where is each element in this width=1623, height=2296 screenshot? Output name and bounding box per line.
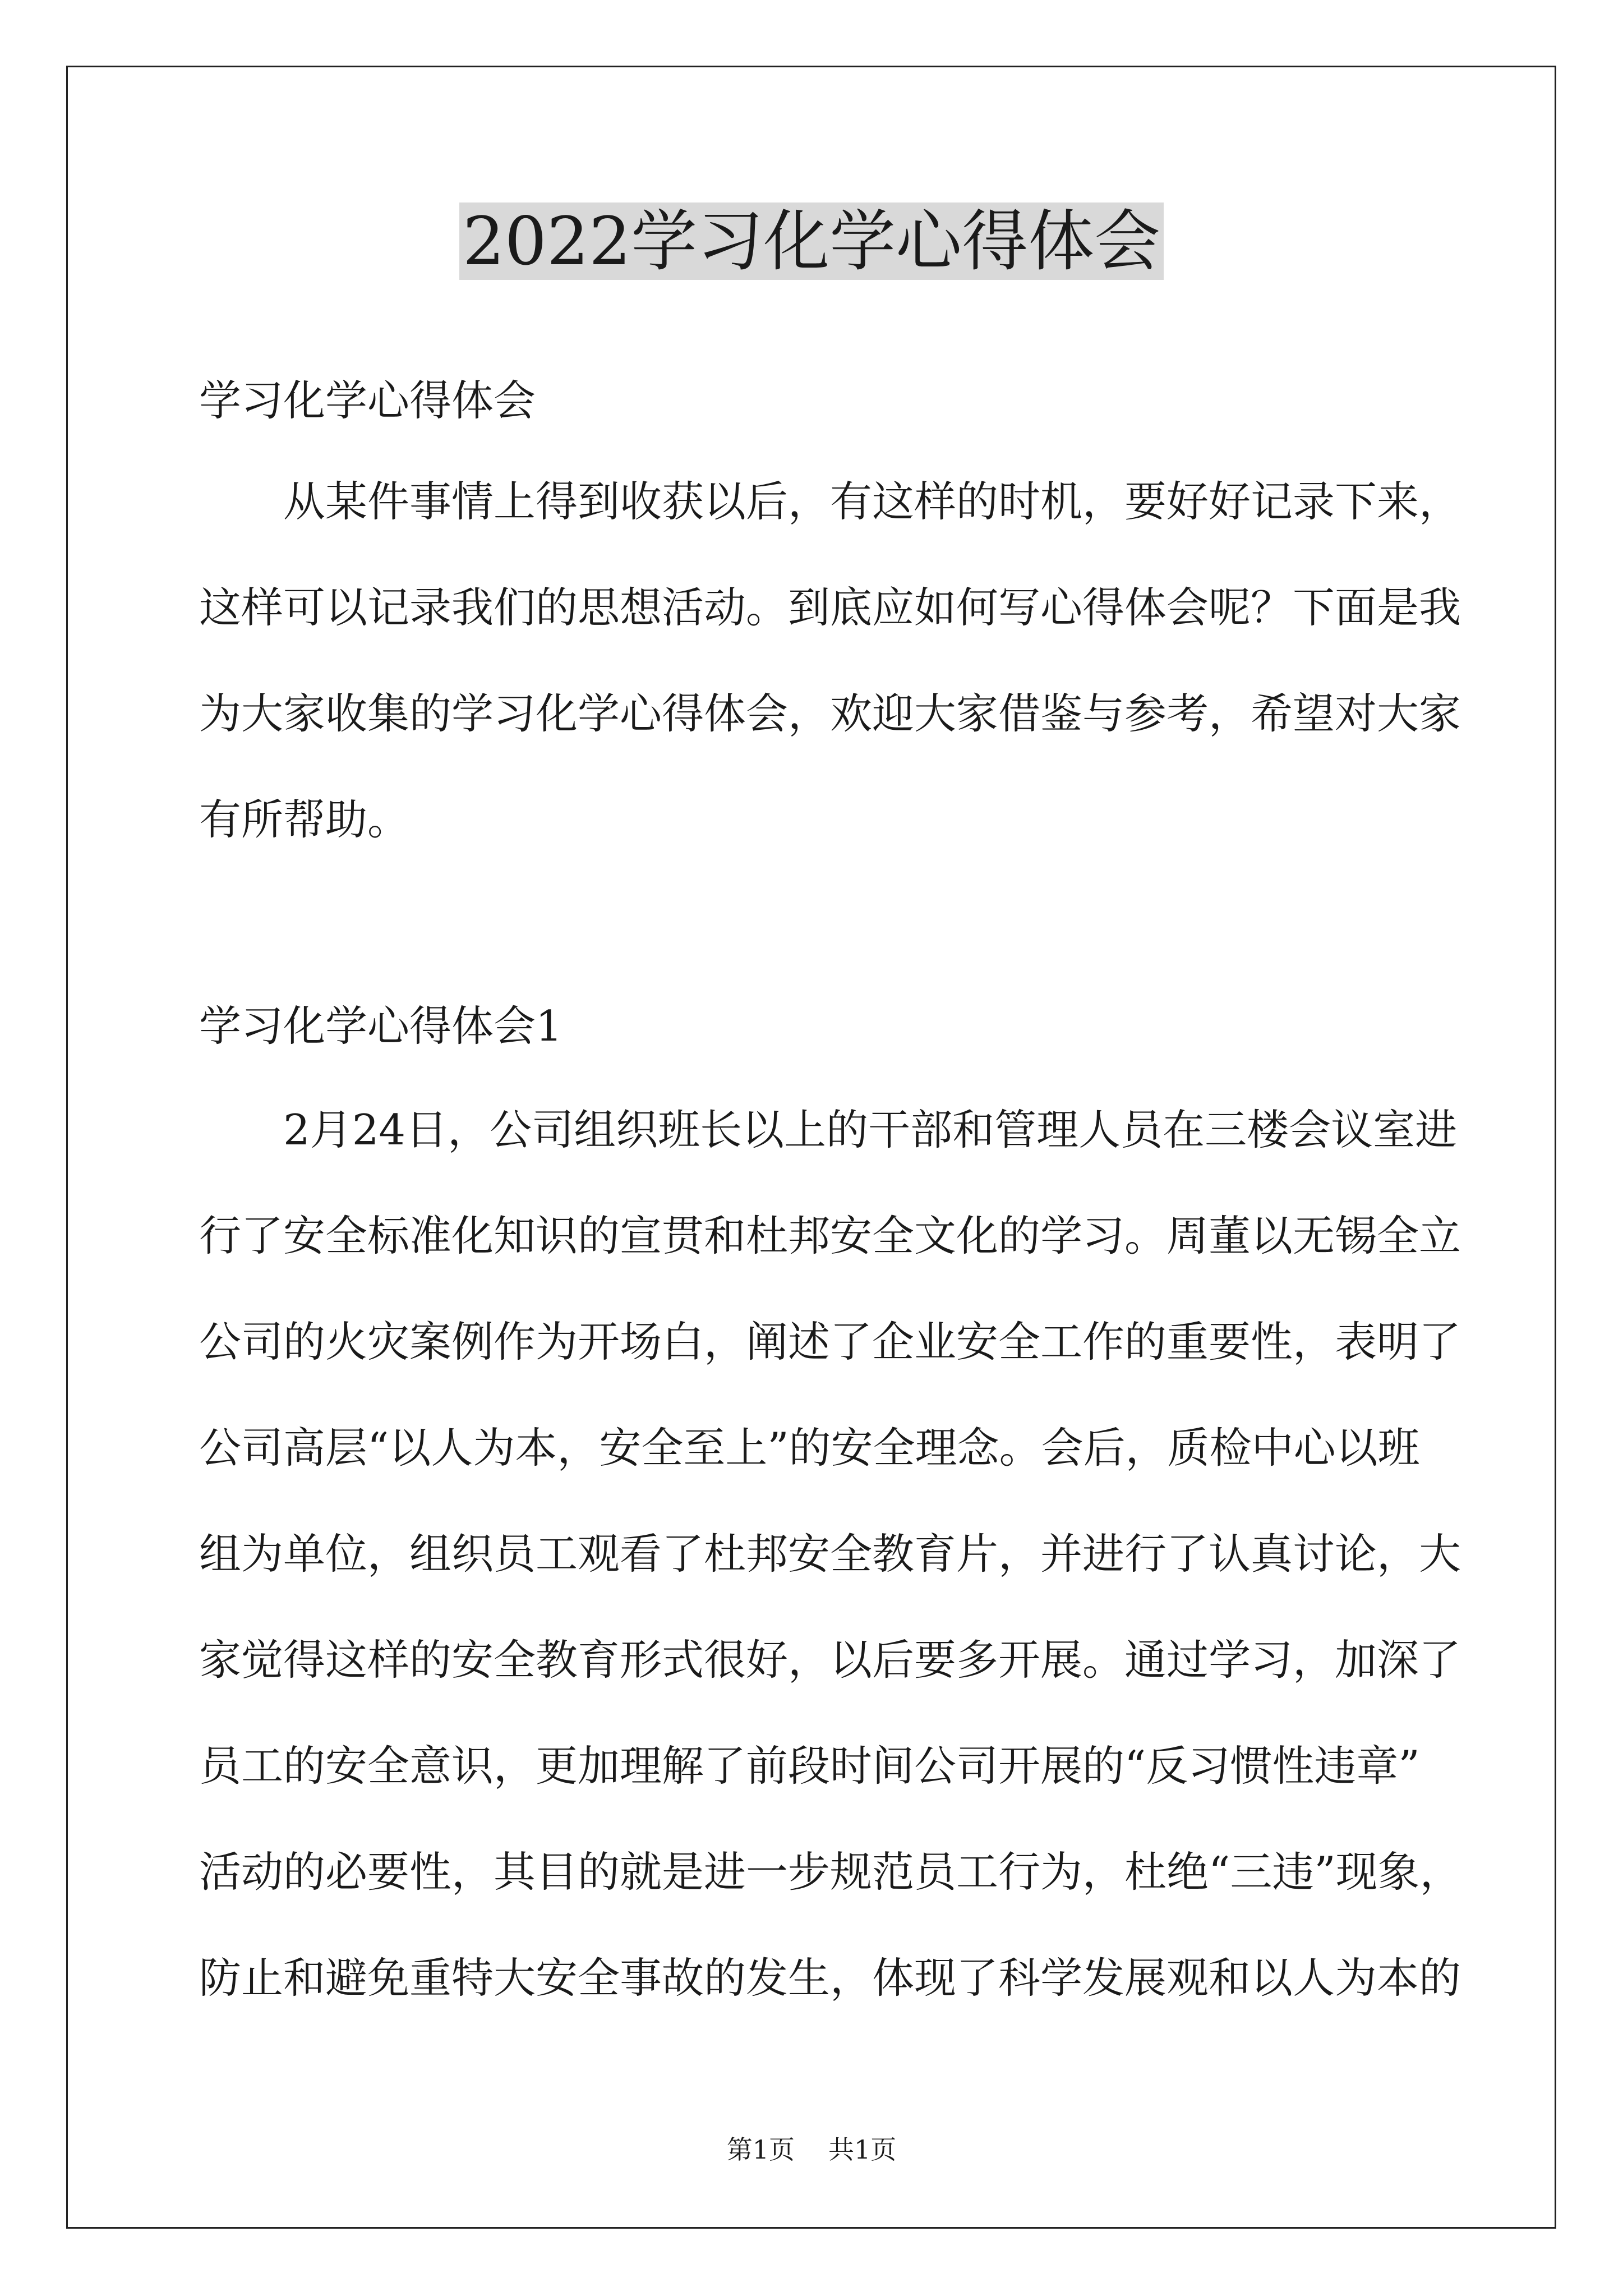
section-line: 组为单位，组织员工观看了杜邦安全教育片，并进行了认真讨论，大 xyxy=(199,1529,1461,1579)
section-line: 公司高层“以人为本，安全至上”的安全理念。会后，质检中心以班 xyxy=(199,1423,1420,1473)
section-line: 活动的必要性，其目的就是进一步规范员工行为，杜绝“三违”现象， xyxy=(199,1847,1462,1897)
section-line: 家觉得这样的安全教育形式很好，以后要多开展。通过学习，加深了 xyxy=(199,1635,1461,1685)
section-line: 行了安全标准化知识的宣贯和杜邦安全文化的学习。周董以无锡全立 xyxy=(199,1211,1461,1260)
page-footer xyxy=(0,2133,1623,2166)
section-paragraph xyxy=(199,1077,1462,2031)
intro-line: 为大家收集的学习化学心得体会，欢迎大家借鉴与参考，希望对大家 xyxy=(199,689,1461,738)
document-title xyxy=(0,199,1623,283)
document-title-text: 2022学习化学心得体会 xyxy=(459,203,1164,280)
page-total: 共1页 xyxy=(828,2134,897,2165)
section-line: 2月24日，公司组织班长以上的干部和管理人员在三楼会议室进 xyxy=(283,1105,1458,1154)
page-number: 第1页 xyxy=(726,2134,795,2165)
document-subtitle: 学习化学心得体会 xyxy=(199,376,536,425)
section-heading: 学习化学心得体会1 xyxy=(199,1001,562,1051)
section-line: 公司的火灾案例作为开场白，阐述了企业安全工作的重要性，表明了 xyxy=(199,1317,1461,1366)
section-line: 防止和避免重特大安全事故的发生，体现了科学发展观和以人为本的 xyxy=(199,1953,1461,2003)
intro-line: 这样可以记录我们的思想活动。到底应如何写心得体会呢？下面是我 xyxy=(199,583,1461,632)
intro-line: 从某件事情上得到收获以后，有这样的时机，要好好记录下来， xyxy=(283,477,1461,526)
section-line: 员工的安全意识，更加理解了前段时间公司开展的“反习惯性违章” xyxy=(199,1741,1420,1791)
intro-line: 有所帮助。 xyxy=(199,795,410,844)
intro-paragraph xyxy=(199,449,1461,873)
